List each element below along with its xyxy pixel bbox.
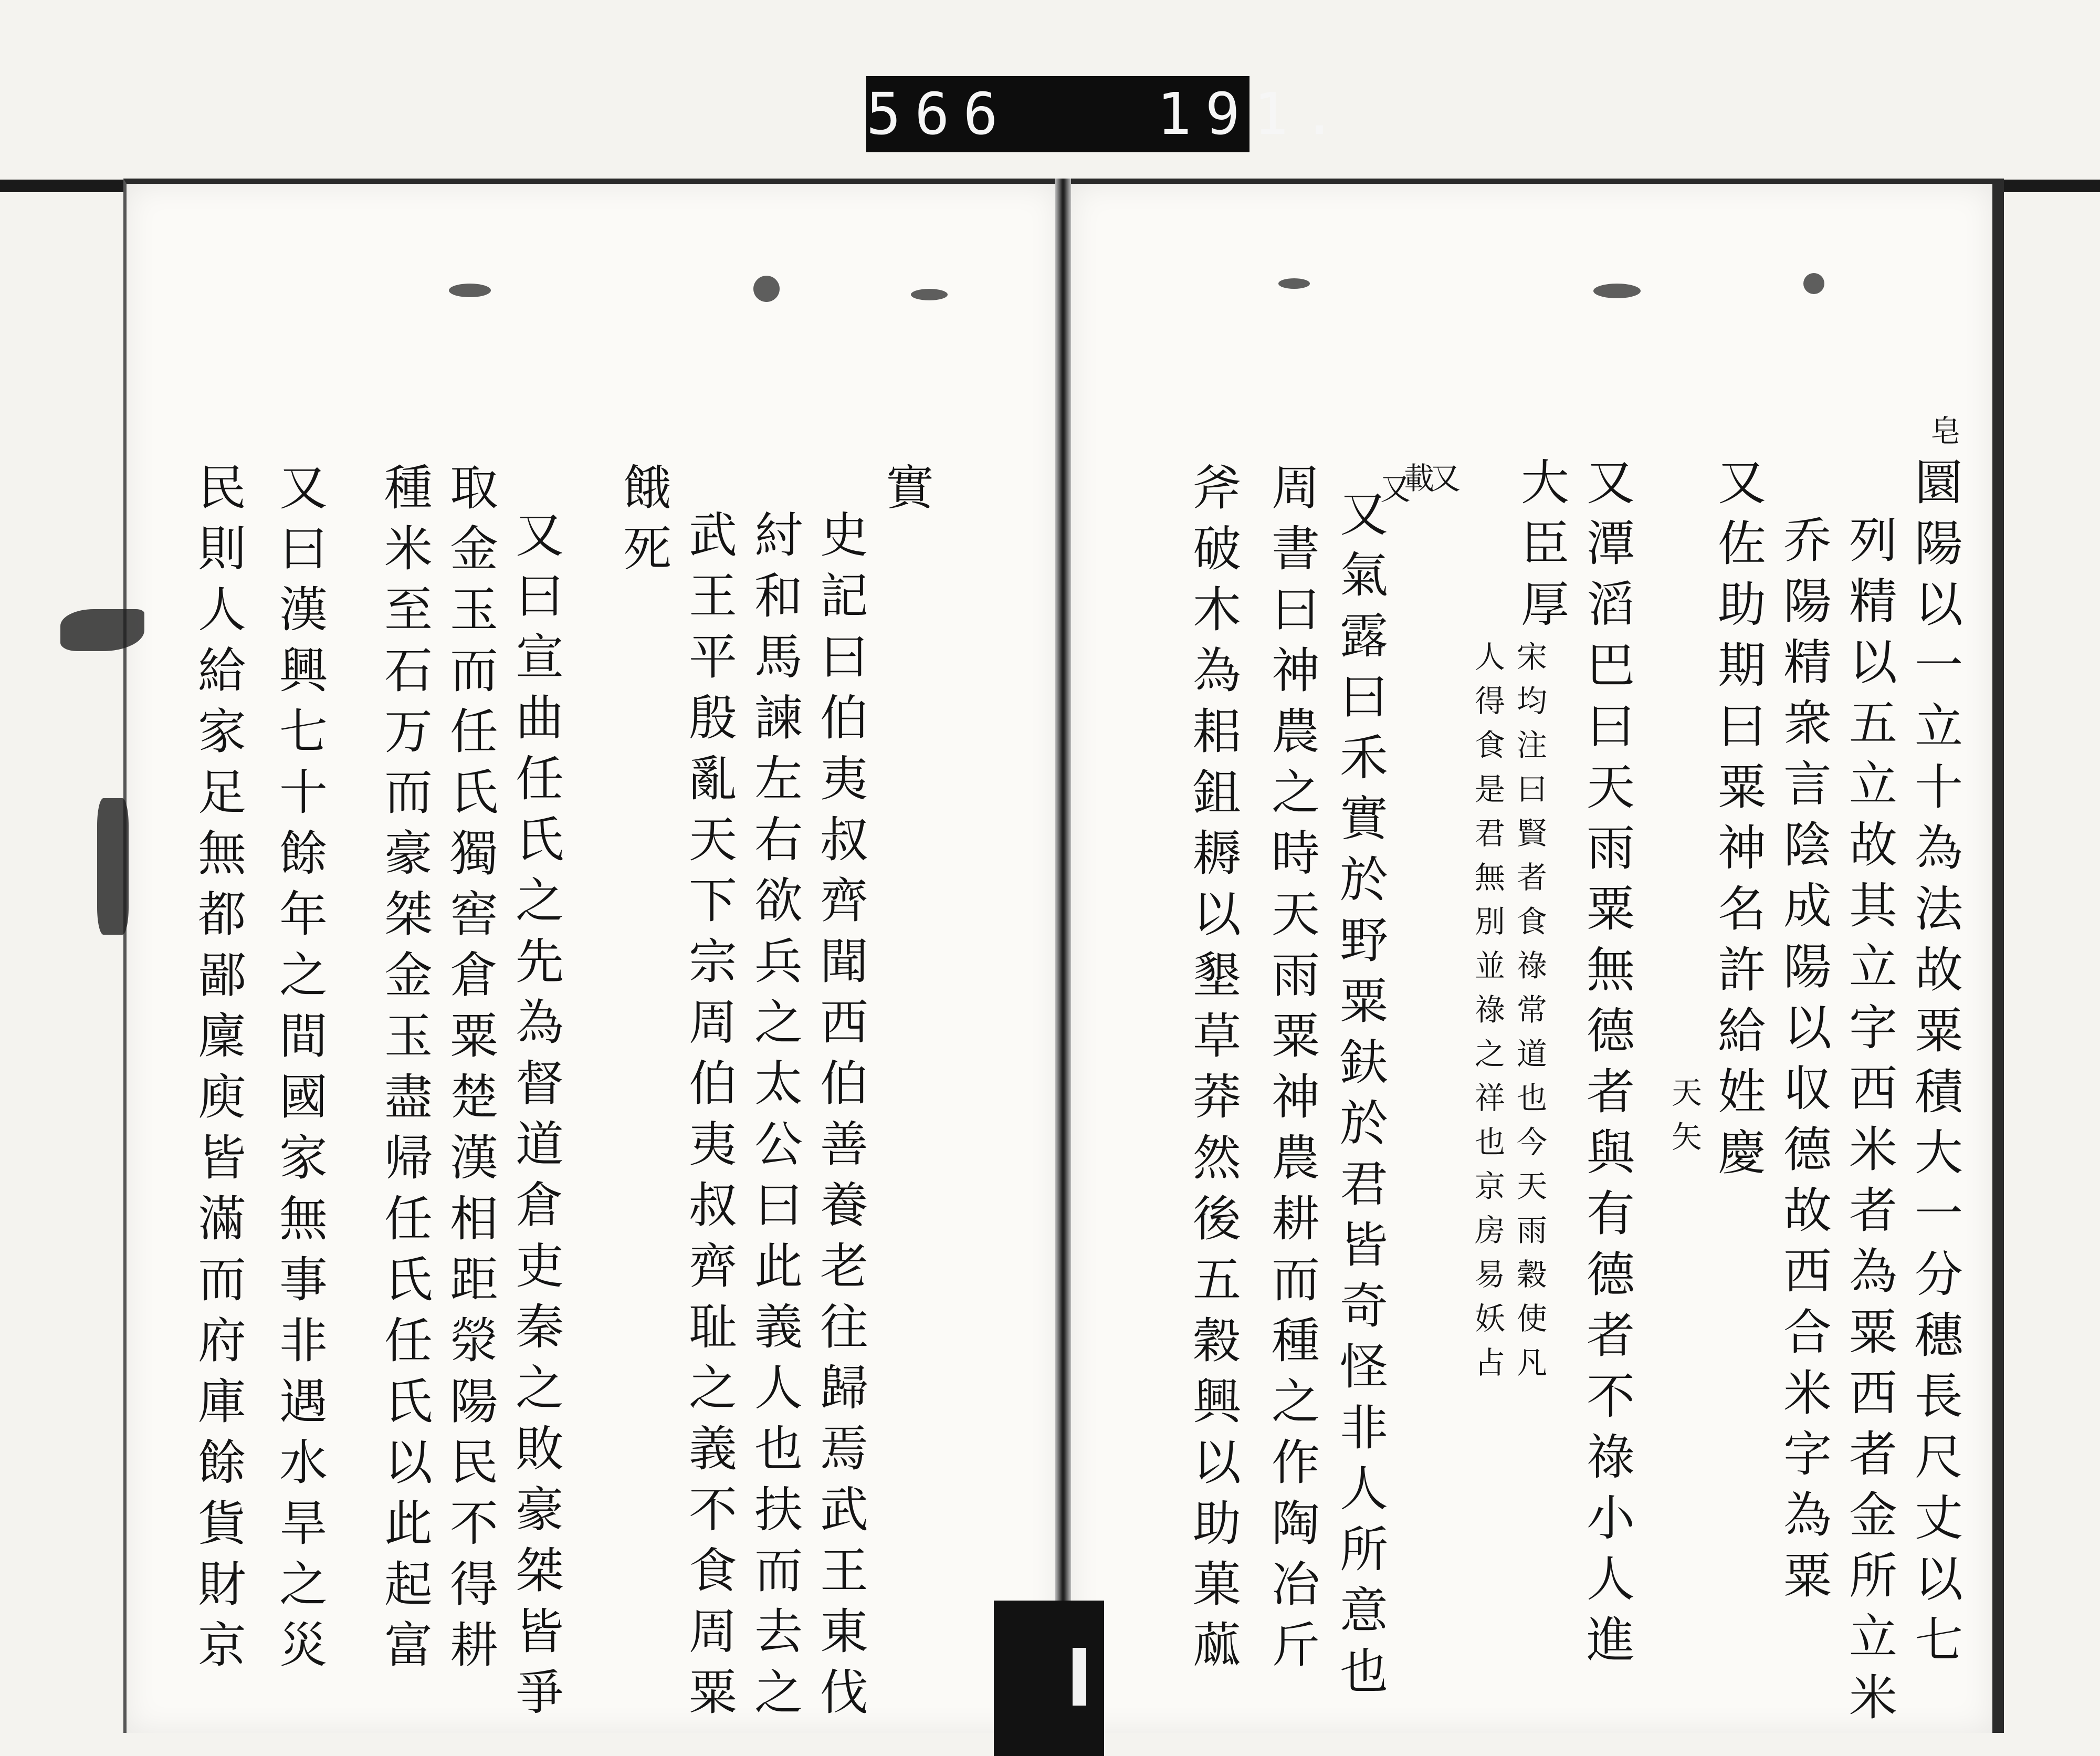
text-column: 斧破木為耜鉏耨以墾草莽然後五穀興以助菓蓏	[1185, 462, 1241, 1680]
margin-note: 又	[1425, 462, 1461, 506]
stain-mark	[911, 289, 948, 300]
text-column: 又佐助期曰粟神名許給姓慶	[1710, 457, 1766, 1188]
text-column: 種米至石万而豪桀金玉盡帰任氏任氏以此起富	[376, 462, 433, 1680]
margin-note: 又	[1375, 473, 1411, 517]
text-column: 取金玉而任氏獨窖倉粟楚漢相距滎陽民不得耕	[442, 462, 498, 1680]
margin-note: 天矢	[1666, 1076, 1702, 1165]
text-column: 大臣厚	[1513, 457, 1569, 640]
text-column: 又曰漢興七十餘年之間國家無事非遇水旱之災	[271, 462, 328, 1680]
commentary-column: 人得食是君無別並祿之祥也京房易妖占	[1469, 641, 1505, 1391]
text-column: 武王平殷亂天下宗周伯夷叔齊耻之義不食周粟	[681, 509, 737, 1728]
text-column: 民則人給家足無都鄙廩庾皆滿而府庫餘貨財京	[190, 462, 246, 1680]
stain-mark	[1278, 278, 1310, 289]
text-column: 餓死	[615, 462, 671, 584]
text-column: 周書曰神農之時天雨粟神農耕而種之作陶冶斤	[1264, 462, 1320, 1680]
text-column: 又曰宣曲任氏之先為督道倉吏秦之敗豪桀皆爭	[508, 509, 564, 1728]
stain-mark	[1803, 273, 1824, 294]
binding-tab	[994, 1601, 1104, 1756]
stain-mark	[449, 284, 491, 297]
frame-number-label: 566 191.	[866, 76, 1250, 152]
commentary-column: 宋均注曰賢者食祿常道也今天雨穀使凡	[1511, 641, 1547, 1391]
edge-tear	[60, 609, 144, 651]
left-page	[123, 179, 1058, 1733]
text-column: 列精以五立故其立字西米者為粟西者金所立米	[1841, 515, 1897, 1733]
text-column: 圜陽以一立十為法故粟積大一分穗長尺丈以七	[1907, 457, 1963, 1675]
text-column: 紂和馬諫左右欲兵之太公曰此義人也扶而去之	[747, 509, 803, 1728]
binding-slot	[1073, 1648, 1086, 1706]
margin-note: 皂	[1925, 415, 1961, 459]
text-column: 又潭滔巴曰天雨粟無德者與有德者不祿小人進	[1579, 457, 1635, 1675]
stain-mark	[1593, 284, 1641, 298]
book-gutter	[1055, 179, 1071, 1733]
edge-tear	[97, 798, 129, 935]
stain-mark	[753, 276, 780, 302]
text-column: 又氣露曰禾實於野粟鈇於君皆奇怪非人所意也	[1332, 488, 1388, 1707]
text-column: 史記曰伯夷叔齊聞西伯善養老往歸焉武王東伐	[812, 509, 868, 1728]
text-column: 乔陽精衆言陰成陽以収德故西合米字為粟	[1776, 515, 1832, 1611]
section-heading: 實	[878, 462, 934, 523]
margin-note: 載	[1399, 462, 1434, 506]
